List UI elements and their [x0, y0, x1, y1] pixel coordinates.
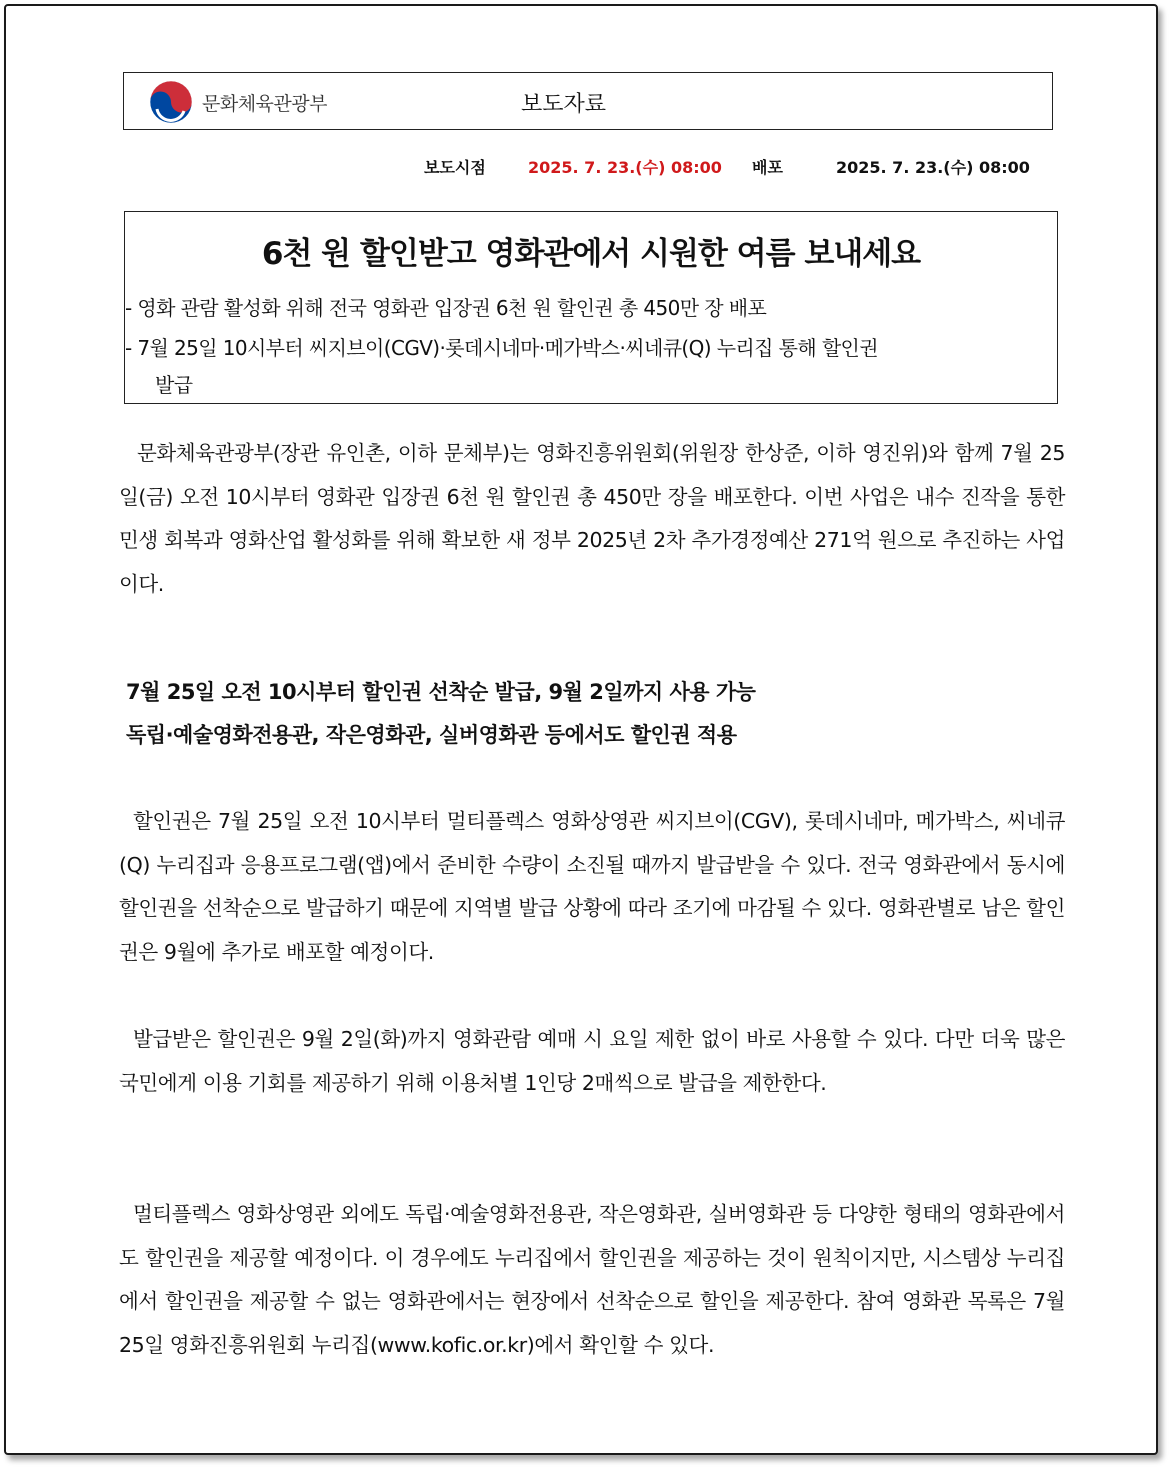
title-box — [124, 211, 1058, 404]
paragraph-4: 멀티플렉스 영화상영관 외에도 독립·예술영화전용관, 작은영화관, 실버영화관 등 다양한 형태의 영화관에서도 할인권을 제공할 예정이다. 이 경우에도 누리집에서 할인권을 제공하는 것이 원칙이지만, 시스템상 누리집에서 할인권을 제공할 수 없는 영화관에서는 현장에서 선착순으로 할인을 제공한다. 참여 영화관 목록은 7월 25일 영화진흥위원회 누리집(www.kofic.or.kr)에서 확인할 수 있다. — [119, 1202, 1065, 1357]
ministry-name: 문화체육관광부 — [202, 93, 327, 115]
headline: 6천 원 할인받고 영화관에서 시원한 여름 보내세요 — [261, 236, 921, 272]
subtitle-2: - 7월 25일 10시부터 씨지브이(CGV)·롯데시네마·메가박스·씨네큐(Q) 누리집 통해 할인권 — [125, 336, 878, 360]
distribution-value: 2025. 7. 23.(수) 08:00 — [836, 158, 1030, 177]
subtitle-1: - 영화 관람 활성화 위해 전국 영화관 입장권 6천 원 할인권 총 450만 장 배포 — [125, 296, 767, 320]
press-release-header — [123, 72, 1053, 130]
government-emblem-icon — [148, 79, 194, 125]
highlight-2: 독립·예술영화전용관, 작은영화관, 실버영화관 등에서도 할인권 적용 — [126, 723, 737, 747]
release-label: 보도시점 — [424, 158, 486, 177]
distribution-label: 배포 — [752, 158, 783, 177]
subtitle-2-continued: 발급 — [155, 373, 193, 397]
document-type: 보도자료 — [521, 92, 607, 117]
paragraph-1: 문화체육관광부(장관 유인촌, 이하 문체부)는 영화진흥위원회(위원장 한상준, 이하 영진위)와 함께 7월 25일(금) 오전 10시부터 영화관 입장권 6천 원 할인권 총 450만 장을 배포한다. 이번 사업은 내수 진작을 통한 민생 회복과 영화산업 활성화를 위해 확보한 새 정부 2025년 2차 추가경정예산 271억 원으로 추진하는 사업이다. — [119, 441, 1065, 596]
highlight-1: 7월 25일 오전 10시부터 할인권 선착순 발급, 9월 2일까지 사용 가능 — [126, 680, 756, 704]
release-value: 2025. 7. 23.(수) 08:00 — [528, 158, 722, 177]
paragraph-2: 할인권은 7월 25일 오전 10시부터 멀티플렉스 영화상영관 씨지브이(CGV), 롯데시네마, 메가박스, 씨네큐(Q) 누리집과 응용프로그램(앱)에서 준비한 수량이 소진될 때까지 발급받을 수 있다. 전국 영화관에서 동시에 할인권을 선착순으로 발급하기 때문에 지역별 발급 상황에 따라 조기에 마감될 수 있다. 영화관별로 남은 할인권은 9월에 추가로 배포할 예정이다. — [119, 809, 1065, 964]
document-page — [4, 4, 1158, 1455]
paragraph-3: 발급받은 할인권은 9월 2일(화)까지 영화관람 예매 시 요일 제한 없이 바로 사용할 수 있다. 다만 더욱 많은 국민에게 이용 기회를 제공하기 위해 이용처별 1인당 2매씩으로 발급을 제한한다. — [119, 1027, 1065, 1095]
